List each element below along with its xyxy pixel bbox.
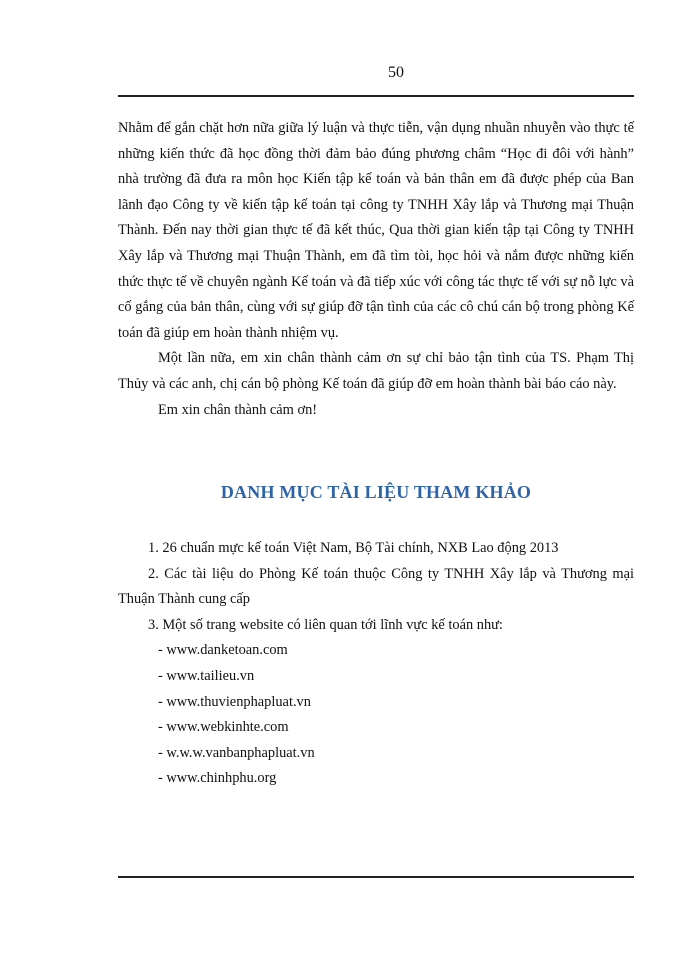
website-list [118, 638, 634, 792]
reference-item: 1. 26 chuẩn mực kế toán Việt Nam, Bộ Tài chính, NXB Lao động 2013 [148, 540, 559, 556]
paragraph-thanks: Một lần nữa, em xin chân thành cảm ơn sự chỉ bảo tận tình của TS. Phạm Thị Thủy và các anh, chị cán bộ phòng Kế toán đã giúp đỡ em hoàn thành bài báo cáo này. [118, 350, 634, 392]
website-item: - www.chinhphu.org [158, 770, 277, 787]
footer-rule [118, 876, 634, 878]
website-item: - www.thuvienphapluat.vn [158, 693, 311, 710]
references-list [118, 536, 634, 792]
body-text [118, 116, 634, 423]
reference-item: 3. Một số trang website có liên quan tới lĩnh vực kế toán như: [148, 616, 503, 633]
website-item: - www.danketoan.com [158, 642, 288, 659]
website-item: - w.w.w.vanbanphapluat.vn [158, 744, 315, 761]
header-rule [118, 95, 634, 97]
paragraph-closing: Em xin chân thành cảm ơn! [158, 401, 318, 418]
paragraph-intro: Nhằm để gắn chặt hơn nữa giữa lý luận và thực tiễn, vận dụng nhuần nhuyễn vào thực tế những kiến thức đã học đồng thời đảm bảo đúng phương châm “Học đi đôi với hành” nhà trường đã đưa ra môn học Kiến tập kế toán và bản thân em đã được phép của Ban lãnh đạo Công ty về kiến tập kế toán tại công ty TNHH Xây lắp và Thương mại Thuận Thành. Đến nay thời gian thực tế đã kết thúc, Qua thời gian kiến tập tại Công ty TNHH Xây lắp và Thương mại Thuận Thành, em đã tìm tòi, học hỏi và nắm được những kiến thức thực tế về chuyên ngành Kế toán và đã tiếp xúc với công tác thực tế với sự nỗ lực và cố gắng của bản thân, cùng với sự giúp đỡ tận tình của các cô chú cán bộ trong phòng Kế toán đã giúp em hoàn thành nhiệm vụ. [118, 120, 634, 341]
reference-item: 2. Các tài liệu do Phòng Kế toán thuộc Công ty TNHH Xây lắp và Thương mại Thuận Thành cung cấp [118, 565, 634, 608]
website-item: - www.tailieu.vn [158, 667, 255, 684]
references-title: DANH MỤC TÀI LIỆU THAM KHẢO [220, 482, 532, 502]
website-item: - www.webkinhte.com [158, 719, 289, 736]
page-number: 50 [388, 64, 404, 81]
